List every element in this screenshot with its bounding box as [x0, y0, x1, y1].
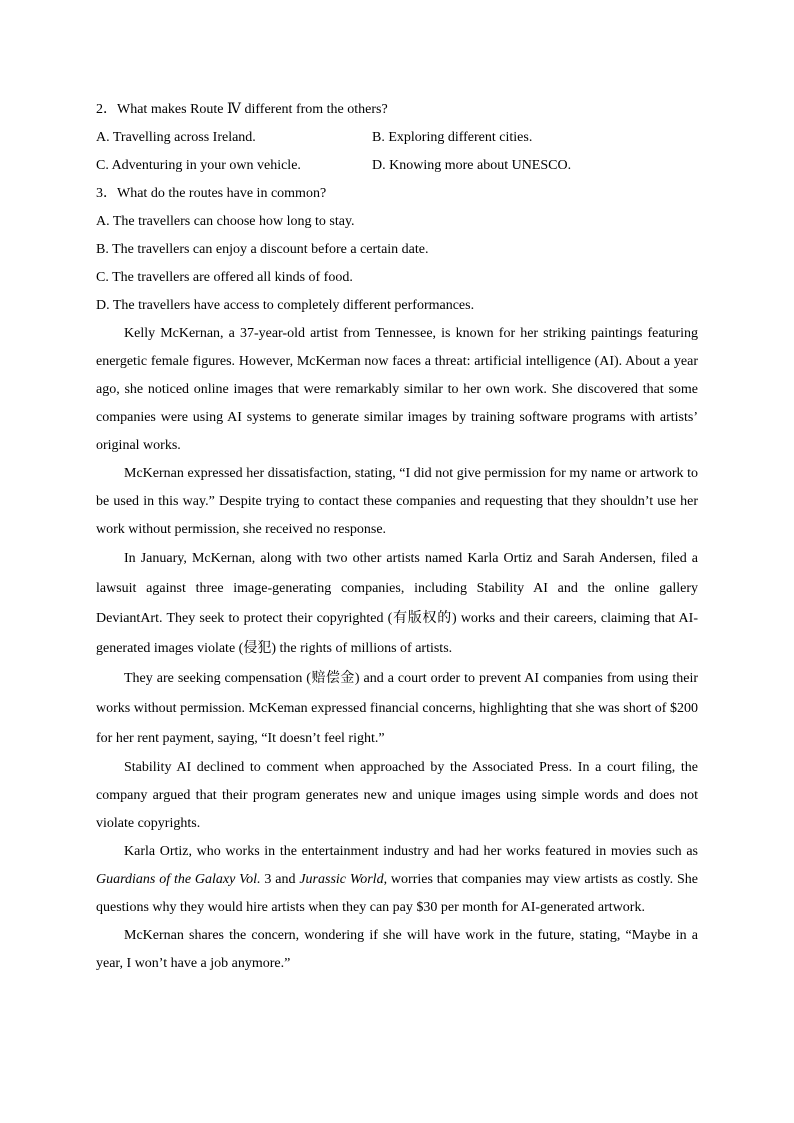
- question-stem: 2．What makes Route Ⅳ different from the others?: [96, 102, 388, 117]
- question-3: [96, 180, 698, 320]
- option-d: D. Knowing more about UNESCO.: [372, 158, 572, 173]
- option-b: B. The travellers can enjoy a discount before a certain date.: [96, 242, 429, 257]
- option-c: C. The travellers are offered all kinds of food.: [96, 270, 353, 285]
- option-row: [96, 124, 698, 152]
- option-c: C. Adventuring in your own vehicle.: [96, 158, 301, 173]
- option-b: B. Exploring different cities.: [372, 130, 533, 145]
- passage-paragraph-4: They are seeking compensation (赔偿金) and a court order to prevent AI companies from using their works without permission. McKeman expressed financial concerns, highlighting that she was short of $200 for her rent payment, saying, “It doesn’t feel right.”: [96, 671, 698, 746]
- reading-passage: [96, 320, 698, 978]
- passage-paragraph-5: Stability AI declined to comment when approached by the Associated Press. In a court filing, the company argued that their program generates new and unique images using simple words and does not violate copyrights.: [96, 760, 698, 831]
- text-span: Karla Ortiz, who works in the entertainment industry and had her works featured in movies such as: [124, 844, 698, 859]
- question-stem: 3．What do the routes have in common?: [96, 186, 327, 201]
- question-2: [96, 96, 698, 180]
- option-a: A. Travelling across Ireland.: [96, 130, 256, 145]
- passage-paragraph-3: In January, McKernan, along with two other artists named Karla Ortiz and Sarah Andersen, filed a lawsuit against three image-generating companies, including Stability AI and the online gallery DeviantArt. They seek to protect their copyrighted (有版权的) works and their careers, claiming that AI-generated images violate (侵犯) the rights of millions of artists.: [96, 551, 698, 656]
- document-page: [96, 96, 698, 978]
- option-row: [96, 152, 698, 180]
- option-a: A. The travellers can choose how long to stay.: [96, 214, 355, 229]
- passage-paragraph-2: McKernan expressed her dissatisfaction, stating, “I did not give permission for my name or artwork to be used in this way.” Despite trying to contact these companies and requesting that they shouldn’t use her work without permission, she received no response.: [96, 466, 698, 537]
- text-span: 3 and: [260, 872, 300, 887]
- text-span: , worries that companies may view artists as costly. She questions why they would hire artists when they can pay $30 per month for AI-generated artwork.: [96, 872, 698, 915]
- passage-paragraph-1: Kelly McKernan, a 37-year-old artist from Tennessee, is known for her striking paintings featuring energetic female figures. However, McKerman now faces a threat: artificial intelligence (AI). About a year ago, she noticed online images that were remarkably similar to her own work. She discovered that some companies were using AI systems to generate similar images by training software programs with artists’ original works.: [96, 326, 698, 453]
- option-d: D. The travellers have access to completely different performances.: [96, 298, 475, 313]
- movie-title: Guardians of the Galaxy Vol.: [96, 872, 261, 887]
- movie-title: Jurassic World: [299, 872, 384, 887]
- passage-paragraph-6: [96, 838, 698, 922]
- passage-paragraph-7: McKernan shares the concern, wondering if she will have work in the future, stating, “Maybe in a year, I won’t have a job anymore.”: [96, 928, 698, 971]
